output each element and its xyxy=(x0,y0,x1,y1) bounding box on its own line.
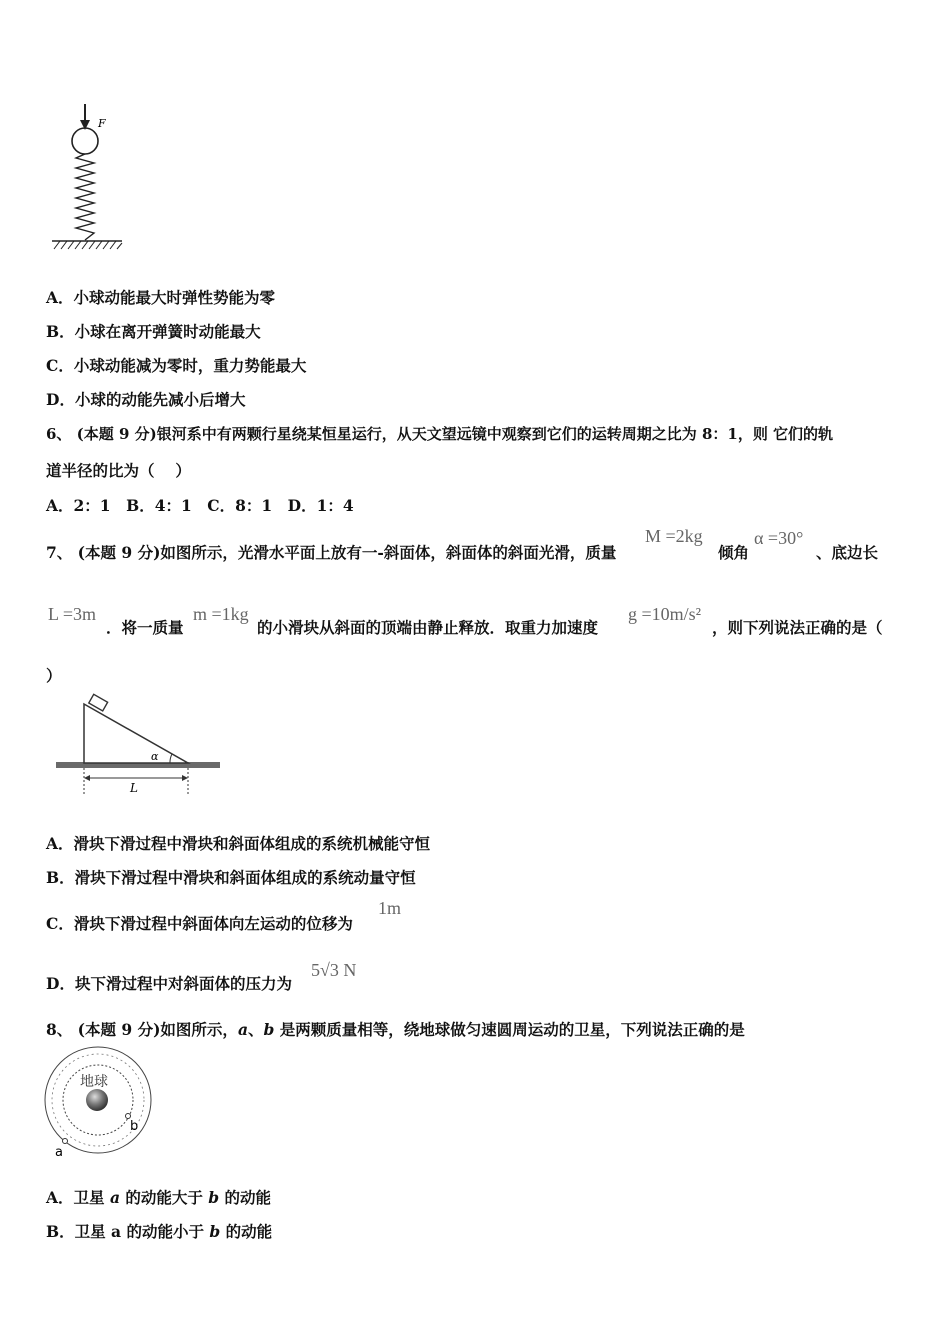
q7-option-a: A．滑块下滑过程中滑块和斜面体组成的系统机械能守恒 xyxy=(46,834,431,853)
q6-stem-line2: 道半径的比为（ ） xyxy=(46,461,191,480)
q5-option-d: D．小球的动能先减小后增大 xyxy=(46,390,246,409)
incline-block xyxy=(84,704,188,763)
spring-figure xyxy=(44,100,128,256)
earth xyxy=(86,1089,108,1111)
earth-label: 地球 xyxy=(80,1074,108,1090)
q7-text-release: 的小滑块从斜面的顶端由静止释放．取重力加速度 xyxy=(257,618,599,637)
q7-text-angle: 倾角 xyxy=(718,543,750,562)
q5-option-b: B．小球在离开弹簧时动能最大 xyxy=(46,322,261,341)
q7-option-c-math: 1m xyxy=(378,898,402,918)
q7-stem-line1: 7、 (本题 9 分)如图所示，光滑水平面上放有一-斜面体，斜面体的斜面光滑，质量 xyxy=(46,543,617,562)
q7-text-mass: ．将一质量 xyxy=(106,618,184,637)
q6-stem-line1: 6、 (本题 9 分)银河系中有两颗行星绕某恒星运行，从天文望远镜中观察到它们的运转周期之比为 8：1，则 它们的轨 xyxy=(46,425,834,443)
incline-figure xyxy=(50,692,230,804)
q7-math-alpha: α =30° xyxy=(754,528,804,548)
q7-option-b: B．滑块下滑过程中滑块和斜面体组成的系统动量守恒 xyxy=(46,868,416,887)
q8-option-a: A．卫星 a 的动能大于 b 的动能 xyxy=(46,1188,272,1207)
q7-option-d-math: 5√3 N xyxy=(311,960,357,980)
q7-text-base: 、底边长 xyxy=(816,543,879,562)
ball xyxy=(72,128,98,154)
satellite-a xyxy=(63,1139,68,1144)
q5-option-a: A．小球动能最大时弹性势能为零 xyxy=(46,288,276,307)
spring xyxy=(76,154,94,240)
q7-option-c: C．滑块下滑过程中斜面体向左运动的位移为 xyxy=(46,914,353,933)
q8-stem: 8、 (本题 9 分)如图所示，a、b 是两颗质量相等，绕地球做匀速圆周运动的卫星，下列说法正确的是 xyxy=(46,1020,745,1039)
q7-math-M: M =2kg xyxy=(645,526,703,546)
q7-math-g: g =10m/s² xyxy=(628,604,702,624)
q6-options: A．2：1 B．4：1 C．8：1 D．1：4 xyxy=(46,496,354,515)
q7-text-question: ，则下列说法正确的是（ xyxy=(712,618,883,637)
length-label: L xyxy=(130,781,138,795)
q7-option-d: D．块下滑过程中对斜面体的压力为 xyxy=(46,974,292,993)
satellite-b-label: b xyxy=(130,1119,139,1134)
satellite-b xyxy=(126,1114,131,1119)
orbit-figure xyxy=(40,1044,156,1160)
q7-math-m: m =1kg xyxy=(193,604,249,624)
q7-stem-close: ） xyxy=(46,666,62,685)
q7-math-L: L =3m xyxy=(48,604,96,624)
q5-option-c: C．小球动能减为零时，重力势能最大 xyxy=(46,356,307,375)
satellite-a-label: a xyxy=(55,1145,63,1160)
force-label: F xyxy=(98,117,106,130)
q8-option-b: B．卫星 a 的动能小于 b 的动能 xyxy=(46,1222,273,1241)
angle-label: α xyxy=(151,750,159,763)
